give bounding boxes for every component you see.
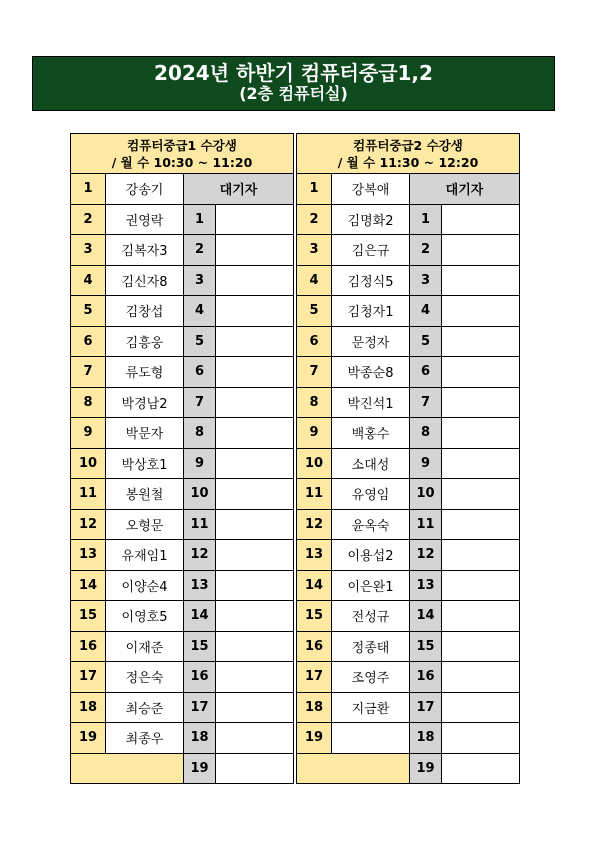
waitlist-number: 17 — [410, 692, 442, 723]
student-name: 권영락 — [106, 204, 184, 235]
waitlist-number: 19 — [184, 753, 216, 784]
student-name: 이양순4 — [106, 570, 184, 601]
class-2-roster-table — [296, 133, 520, 784]
student-name: 문정자 — [332, 326, 410, 357]
student-name: 박경남2 — [106, 387, 184, 418]
waitlist-name — [442, 540, 520, 571]
waitlist-name — [216, 479, 294, 510]
student-name: 김명화2 — [332, 204, 410, 235]
waitlist-number: 13 — [184, 570, 216, 601]
student-number: 13 — [297, 540, 332, 571]
student-name: 김은규 — [332, 235, 410, 266]
table-header-row — [71, 134, 294, 174]
waitlist-name — [442, 265, 520, 296]
student-number: 5 — [71, 296, 106, 327]
table-row — [297, 296, 520, 327]
table-row — [71, 235, 294, 266]
table-row — [71, 326, 294, 357]
waitlist-name — [216, 418, 294, 449]
waitlist-number: 14 — [410, 601, 442, 632]
student-name: 봉원철 — [106, 479, 184, 510]
waitlist-number: 11 — [410, 509, 442, 540]
waitlist-header: 대기자 — [184, 174, 294, 205]
waitlist-name — [442, 753, 520, 784]
table-row — [71, 357, 294, 388]
student-number: 7 — [71, 357, 106, 388]
table-row — [297, 265, 520, 296]
student-number: 16 — [71, 631, 106, 662]
waitlist-name — [216, 631, 294, 662]
table-row — [297, 662, 520, 693]
waitlist-name — [442, 723, 520, 754]
table-row — [71, 296, 294, 327]
table-row — [297, 540, 520, 571]
student-number: 1 — [297, 174, 332, 205]
table-header-row — [297, 134, 520, 174]
student-number: 11 — [297, 479, 332, 510]
waitlist-number: 12 — [184, 540, 216, 571]
student-name: 박진석1 — [332, 387, 410, 418]
waitlist-name — [442, 601, 520, 632]
table-row — [297, 357, 520, 388]
class-title: 컴퓨터중급1 수강생 — [127, 137, 237, 153]
student-name: 유재임1 — [106, 540, 184, 571]
table-row — [71, 174, 294, 205]
student-number: 18 — [71, 692, 106, 723]
class-title-cell — [71, 134, 294, 174]
waitlist-number: 11 — [184, 509, 216, 540]
student-number: 8 — [297, 387, 332, 418]
waitlist-name — [442, 662, 520, 693]
student-number: 2 — [297, 204, 332, 235]
waitlist-number: 14 — [184, 601, 216, 632]
waitlist-number: 2 — [410, 235, 442, 266]
waitlist-number: 4 — [410, 296, 442, 327]
waitlist-name — [216, 235, 294, 266]
student-name: 김복자3 — [106, 235, 184, 266]
student-name: 오형문 — [106, 509, 184, 540]
waitlist-number: 18 — [184, 723, 216, 754]
table-row — [297, 570, 520, 601]
waitlist-number: 10 — [410, 479, 442, 510]
student-name — [332, 723, 410, 754]
waitlist-number: 6 — [410, 357, 442, 388]
student-name: 지금환 — [332, 692, 410, 723]
student-name: 박문자 — [106, 418, 184, 449]
waitlist-number: 6 — [184, 357, 216, 388]
student-name: 최승준 — [106, 692, 184, 723]
table-row — [297, 753, 520, 784]
student-number: 13 — [71, 540, 106, 571]
page-subtitle: (2층 컴퓨터실) — [239, 84, 348, 103]
class-schedule: / 월 수 11:30 ~ 12:20 — [337, 154, 479, 170]
student-number: 9 — [71, 418, 106, 449]
page-title: 2024년 하반기 컴퓨터중급1,2 — [154, 61, 433, 85]
student-number: 10 — [71, 448, 106, 479]
waitlist-name — [216, 753, 294, 784]
waitlist-number: 3 — [410, 265, 442, 296]
waitlist-name — [216, 326, 294, 357]
student-number: 6 — [71, 326, 106, 357]
table-row — [71, 418, 294, 449]
waitlist-name — [216, 448, 294, 479]
waitlist-name — [216, 204, 294, 235]
waitlist-number: 3 — [184, 265, 216, 296]
student-number: 9 — [297, 418, 332, 449]
student-name: 유영임 — [332, 479, 410, 510]
student-name: 강복애 — [332, 174, 410, 205]
table-row — [297, 326, 520, 357]
class-title: 컴퓨터중급2 수강생 — [353, 137, 463, 153]
waitlist-name — [442, 692, 520, 723]
waitlist-name — [216, 601, 294, 632]
student-number: 15 — [297, 601, 332, 632]
waitlist-name — [216, 357, 294, 388]
student-number: 19 — [71, 723, 106, 754]
student-name: 소대성 — [332, 448, 410, 479]
student-number: 4 — [297, 265, 332, 296]
student-number: 19 — [297, 723, 332, 754]
student-number: 4 — [71, 265, 106, 296]
waitlist-number: 4 — [184, 296, 216, 327]
table-row — [71, 631, 294, 662]
waitlist-number: 12 — [410, 540, 442, 571]
waitlist-name — [216, 692, 294, 723]
waitlist-name — [442, 448, 520, 479]
student-name: 김신자8 — [106, 265, 184, 296]
waitlist-number: 1 — [410, 204, 442, 235]
student-number: 16 — [297, 631, 332, 662]
student-number: 11 — [71, 479, 106, 510]
table-row — [297, 448, 520, 479]
waitlist-name — [442, 204, 520, 235]
student-number: 17 — [297, 662, 332, 693]
class-schedule: / 월 수 10:30 ~ 11:20 — [111, 154, 253, 170]
waitlist-number: 8 — [410, 418, 442, 449]
waitlist-number: 8 — [184, 418, 216, 449]
table-row — [71, 540, 294, 571]
class-1-roster-table — [70, 133, 294, 784]
table-row — [297, 723, 520, 754]
waitlist-name — [216, 296, 294, 327]
waitlist-name — [216, 723, 294, 754]
waitlist-name — [442, 570, 520, 601]
student-name: 김창섭 — [106, 296, 184, 327]
student-number: 18 — [297, 692, 332, 723]
waitlist-number: 5 — [410, 326, 442, 357]
table-row — [71, 387, 294, 418]
table-row — [297, 174, 520, 205]
table-row — [71, 692, 294, 723]
student-number: 14 — [297, 570, 332, 601]
student-name: 정은숙 — [106, 662, 184, 693]
table-row — [71, 753, 294, 784]
waitlist-name — [216, 662, 294, 693]
student-number: 2 — [71, 204, 106, 235]
waitlist-number: 9 — [184, 448, 216, 479]
student-name: 강송기 — [106, 174, 184, 205]
student-number: 3 — [71, 235, 106, 266]
student-name: 김청자1 — [332, 296, 410, 327]
table-row — [297, 418, 520, 449]
waitlist-number: 7 — [184, 387, 216, 418]
table-row — [71, 448, 294, 479]
waitlist-name — [216, 540, 294, 571]
table-row — [297, 204, 520, 235]
student-name: 박종순8 — [332, 357, 410, 388]
waitlist-name — [216, 387, 294, 418]
student-number: 6 — [297, 326, 332, 357]
waitlist-number: 13 — [410, 570, 442, 601]
waitlist-name — [216, 265, 294, 296]
waitlist-number: 15 — [410, 631, 442, 662]
title-banner — [32, 56, 555, 111]
waitlist-number: 7 — [410, 387, 442, 418]
waitlist-number: 19 — [410, 753, 442, 784]
table-row — [71, 265, 294, 296]
table-row — [71, 204, 294, 235]
waitlist-name — [442, 387, 520, 418]
student-name: 조영주 — [332, 662, 410, 693]
student-number: 1 — [71, 174, 106, 205]
waitlist-number: 17 — [184, 692, 216, 723]
table-row — [71, 601, 294, 632]
waitlist-name — [442, 418, 520, 449]
table-row — [71, 509, 294, 540]
student-name: 정종태 — [332, 631, 410, 662]
waitlist-number: 1 — [184, 204, 216, 235]
student-name: 백홍수 — [332, 418, 410, 449]
student-number: 10 — [297, 448, 332, 479]
student-name: 이재준 — [106, 631, 184, 662]
table-row — [297, 692, 520, 723]
table-row — [71, 723, 294, 754]
table-row — [297, 509, 520, 540]
student-name: 이은완1 — [332, 570, 410, 601]
waitlist-name — [442, 235, 520, 266]
table-row — [297, 479, 520, 510]
student-number: 7 — [297, 357, 332, 388]
student-number: 12 — [297, 509, 332, 540]
table-row — [71, 662, 294, 693]
student-name: 이영호5 — [106, 601, 184, 632]
waitlist-number: 18 — [410, 723, 442, 754]
student-name: 김흥웅 — [106, 326, 184, 357]
waitlist-name — [216, 570, 294, 601]
waitlist-name — [442, 326, 520, 357]
table-row — [297, 235, 520, 266]
student-name: 윤옥숙 — [332, 509, 410, 540]
waitlist-name — [216, 509, 294, 540]
waitlist-name — [442, 631, 520, 662]
waitlist-name — [442, 479, 520, 510]
student-number: 3 — [297, 235, 332, 266]
waitlist-number: 2 — [184, 235, 216, 266]
student-name: 김정식5 — [332, 265, 410, 296]
student-name: 전성규 — [332, 601, 410, 632]
student-name: 박상호1 — [106, 448, 184, 479]
waitlist-number: 9 — [410, 448, 442, 479]
student-number: 14 — [71, 570, 106, 601]
waitlist-number: 16 — [184, 662, 216, 693]
table-row — [297, 601, 520, 632]
waitlist-number: 5 — [184, 326, 216, 357]
student-number: 15 — [71, 601, 106, 632]
student-number: 12 — [71, 509, 106, 540]
student-number: 5 — [297, 296, 332, 327]
waitlist-name — [442, 296, 520, 327]
waitlist-number: 10 — [184, 479, 216, 510]
table-row — [71, 570, 294, 601]
student-name: 류도형 — [106, 357, 184, 388]
table-row — [297, 631, 520, 662]
waitlist-name — [442, 509, 520, 540]
waitlist-number: 15 — [184, 631, 216, 662]
table-row — [71, 479, 294, 510]
student-number: 17 — [71, 662, 106, 693]
student-number: 8 — [71, 387, 106, 418]
class-title-cell — [297, 134, 520, 174]
table-row — [297, 387, 520, 418]
student-name: 이용섭2 — [332, 540, 410, 571]
empty-student-cell — [297, 753, 410, 784]
waitlist-header: 대기자 — [410, 174, 520, 205]
empty-student-cell — [71, 753, 184, 784]
waitlist-name — [442, 357, 520, 388]
waitlist-number: 16 — [410, 662, 442, 693]
student-name: 최종우 — [106, 723, 184, 754]
